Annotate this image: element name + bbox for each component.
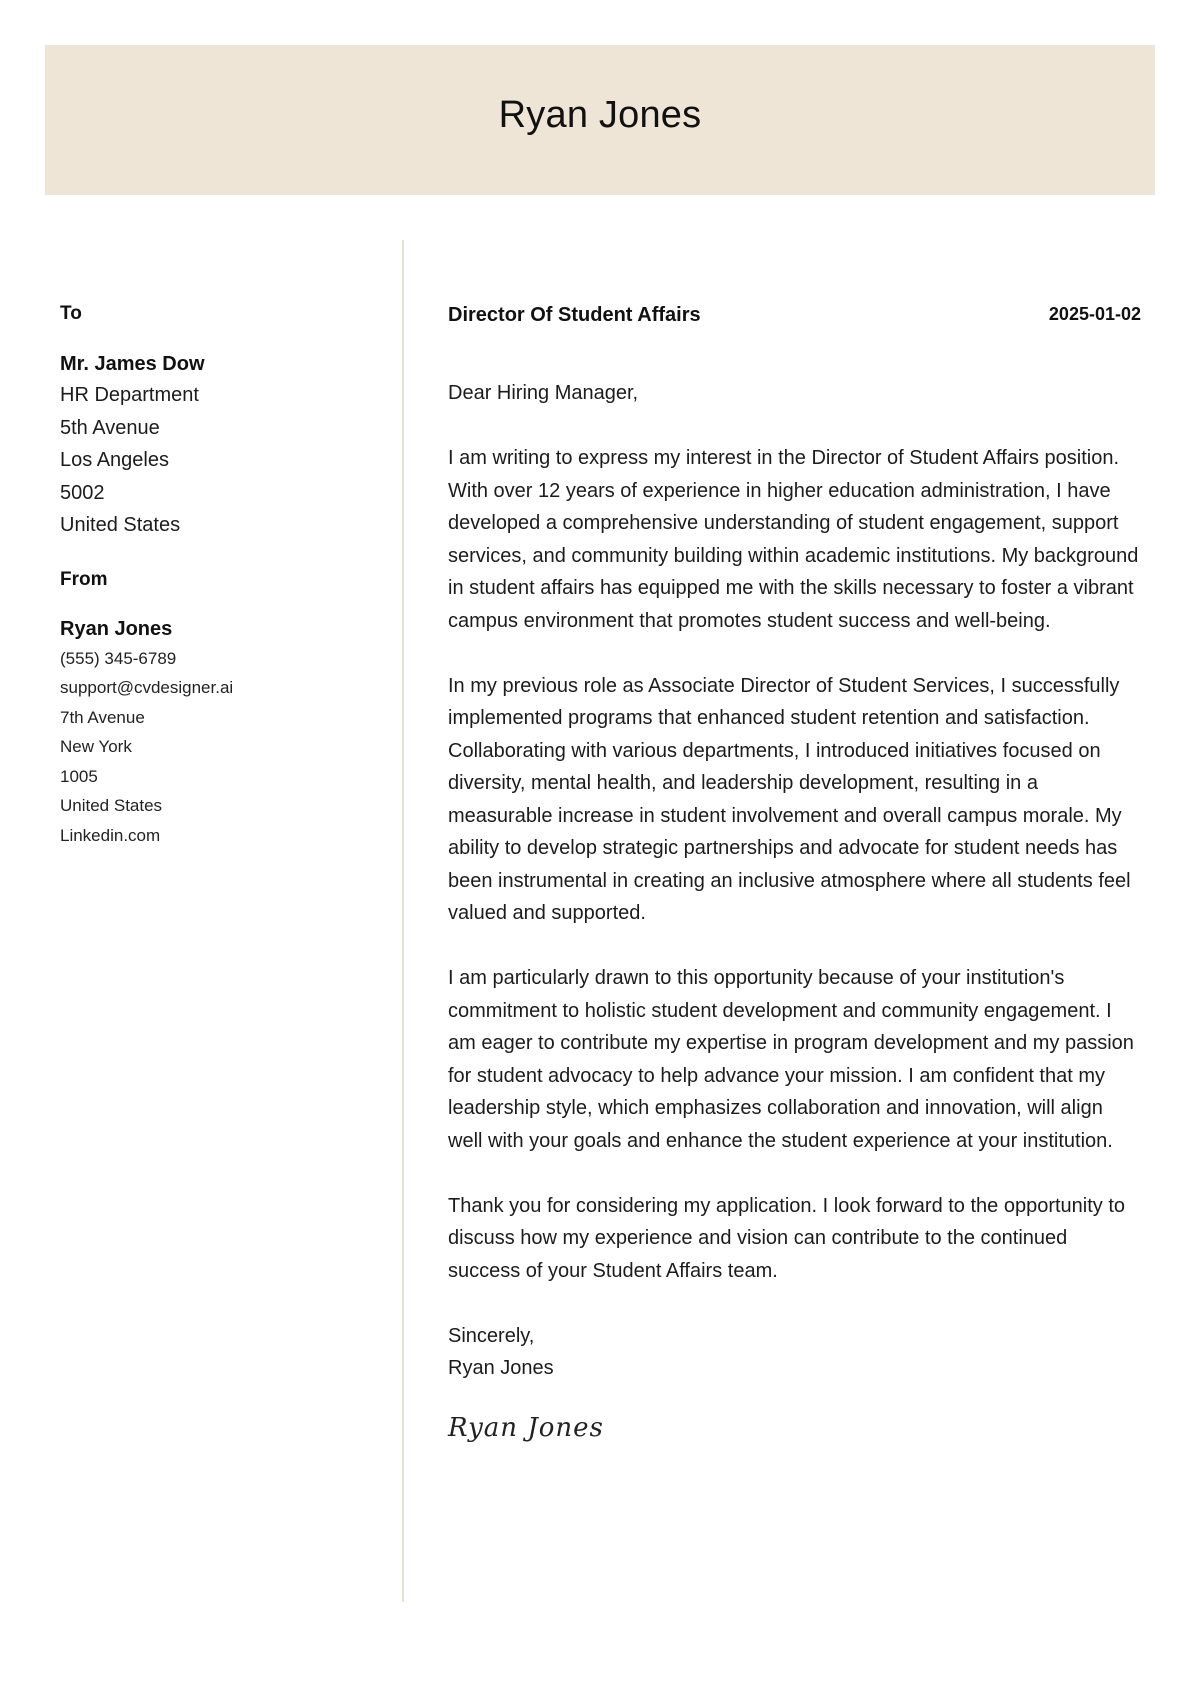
closing-block xyxy=(448,1320,1141,1385)
paragraph-2: In my previous role as Associate Director of Student Services, I successfully implemented programs that enhanced student retention and satisfaction. Collaborating with various departments, I introduced initiatives focused on diversity, mental health, and leadership development, resulting in a measurable increase in student involvement and overall campus morale. My ability to develop strategic partnerships and advocate for student needs has been instrumental in creating an inclusive atmosphere where all students feel valued and supported. xyxy=(448,674,1131,924)
letter-date: 2025-01-02 xyxy=(1048,304,1141,324)
closing-phrase: Sincerely, xyxy=(448,1324,535,1347)
recipient-city: Los Angeles xyxy=(60,449,169,471)
sender-phone: (555) 345-6789 xyxy=(60,648,177,668)
column-divider xyxy=(402,240,404,1602)
recipient-block xyxy=(60,349,380,542)
sender-street: 7th Avenue xyxy=(60,707,145,727)
recipient-name: Mr. James Dow xyxy=(60,353,205,375)
recipient-department: HR Department xyxy=(60,384,199,406)
salutation: Dear Hiring Manager, xyxy=(448,382,639,404)
address-column xyxy=(60,302,380,850)
recipient-street: 5th Avenue xyxy=(60,416,160,439)
sender-city: New York xyxy=(60,737,132,756)
sender-zip: 1005 xyxy=(60,766,98,786)
recipient-zip: 5002 xyxy=(60,481,105,504)
paragraph-1: I am writing to express my interest in the Director of Student Affairs position. With over 12 years of experience in higher education administration, I have developed a comprehensive understanding of student engagement, support services, and community building within academic institutions. My background in student affairs has equipped me with the skills necessary to foster a vibrant campus environment that promotes student success and well-being. xyxy=(448,447,1139,632)
paragraph-4: Thank you for considering my application. I look forward to the opportunity to discuss how my experience and vision can contribute to the continued success of your Student Affairs team. xyxy=(448,1194,1126,1282)
job-title: Director Of Student Affairs xyxy=(448,304,701,326)
sender-country: United States xyxy=(60,796,163,815)
to-label: To xyxy=(60,303,82,324)
letter-title-row xyxy=(448,300,1141,330)
handwritten-signature: Ryan Jones xyxy=(448,1412,604,1443)
from-label: From xyxy=(60,568,108,590)
header-banner xyxy=(45,45,1155,195)
sender-website: Linkedin.com xyxy=(60,825,161,845)
sender-email: support@cvdesigner.ai xyxy=(60,678,234,697)
closing-name: Ryan Jones xyxy=(448,1357,554,1379)
sender-block xyxy=(60,614,380,851)
paragraph-3: I am particularly drawn to this opportunity because of your institution's commitment to holistic student development and community engagement. I am eager to contribute my expertise in program development and my passion for student advocacy to help advance your mission. I am confident that my leadership style, which emphasizes collaboration and innovation, will align well with your goals and enhance the student experience at your institution. xyxy=(448,967,1134,1152)
recipient-country: United States xyxy=(60,514,181,536)
letter-body xyxy=(448,300,1141,1443)
sender-name: Ryan Jones xyxy=(60,617,173,640)
applicant-name: Ryan Jones xyxy=(498,93,702,136)
